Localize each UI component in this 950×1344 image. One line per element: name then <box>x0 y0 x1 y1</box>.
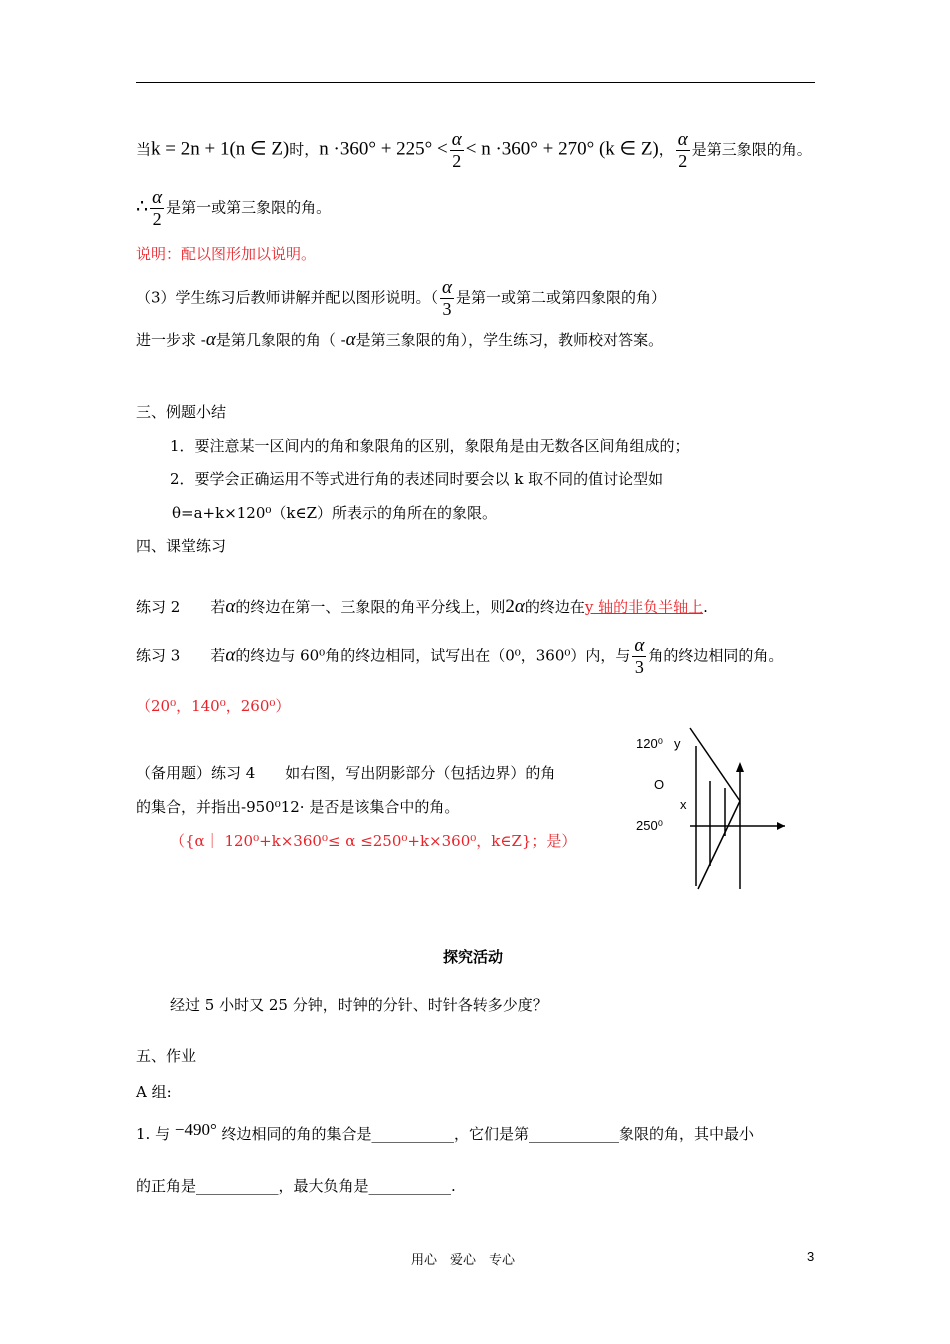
angle-value: −490° <box>174 1120 217 1139</box>
header-rule <box>136 82 815 83</box>
section-4-heading: 四、课堂练习 <box>136 537 227 555</box>
line-k-odd: 当k = 2n + 1(n ∈ Z)时，n ·360° + 225° < $\frac{\alpha}{2}$ < n ·360° + 270° (k ∈ Z)， $\frac{\alpha}{2}$ 是第三象限的角。 <box>136 129 812 171</box>
exercise-3: 练习 3 若α的终边与 60⁰角的终边相同，试写出在（0⁰，360⁰）内，与 $\frac{\alpha}{3}$ 角的终边相同的角。 <box>136 635 784 677</box>
label-250: 250⁰ <box>636 818 663 833</box>
section-3-heading: 三、例题小结 <box>136 403 227 421</box>
exercise-2-answer: y 轴的非负半轴上 <box>584 598 704 616</box>
summary-item-2: 2．要学会正确运用不等式进行角的表述同时要会以 k 取不同的值讨论型如 <box>170 470 664 488</box>
page-number: 3 <box>807 1249 815 1264</box>
fraction-alpha-2b: $\frac{\alpha}{2}$ <box>677 129 688 171</box>
angle-figure <box>630 726 800 896</box>
homework-1-line-1: 1. 与 −490° 终边相同的角的集合是___________，它们是第____________象限的角，其中最小 <box>136 1120 755 1143</box>
fraction-alpha-2c: $\frac{\alpha}{2}$ <box>152 187 163 229</box>
math-condition: k = 2n + 1(n ∈ Z) <box>151 138 290 160</box>
fraction-alpha-3: $\frac{\alpha}{3}$ <box>442 277 453 319</box>
exercise-2: 练习 2 若α的终边在第一、三象限的角平分线上，则2α的终边在y 轴的非负半轴上. <box>136 596 708 617</box>
math-lhs: n ·360° + 225° < <box>319 138 448 160</box>
activity-title: 探究活动 <box>443 949 504 966</box>
line-therefore: ∴ $\frac{\alpha}{2}$ 是第一或第三象限的角。 <box>136 187 332 229</box>
exercise-3-answer: （20⁰，140⁰，260⁰） <box>136 697 291 715</box>
group-a-label: A 组: <box>136 1083 172 1101</box>
footer-motto: 用心 爱心 专心 <box>411 1253 516 1268</box>
label-x: x <box>680 797 687 812</box>
x-axis-arrow <box>777 822 785 830</box>
terminal-ray-250 <box>698 801 740 889</box>
math-rhs: < n ·360° + 270° (k ∈ Z) <box>465 138 659 160</box>
label-120: 120⁰ <box>636 736 663 751</box>
activity-question: 经过 5 小时又 25 分钟，时钟的分针、时针各转多少度？ <box>170 996 548 1014</box>
line-alpha-3: （3）学生练习后教师讲解并配以图形说明。（ $\frac{\alpha}{3}$ 是第一或第二或第四象限的角） <box>136 277 667 319</box>
homework-1-line-2: 的正角是___________，最大负角是___________. <box>136 1177 456 1195</box>
note-line: 说明：配以图形加以说明。 <box>136 245 317 263</box>
label-o: O <box>654 777 665 792</box>
section-5-heading: 五、作业 <box>136 1047 197 1065</box>
exercise-4-line-1: （备用题）练习 4 如右图，写出阴影部分（包括边界）的角 <box>136 764 556 782</box>
line-neg-alpha: 进一步求 -α是第几象限的角（ -α是第三象限的角），学生练习，教师校对答案。 <box>136 329 664 350</box>
exercise-4-answer: （{α｜ 120⁰+k×360⁰≤ α ≤250⁰+k×360⁰，k∈Z}；是） <box>170 832 577 850</box>
fraction-alpha-2: $\frac{\alpha}{2}$ <box>451 129 462 171</box>
exercise-4-line-2: 的集合，并指出-950⁰12· 是否是该集合中的角。 <box>136 798 460 816</box>
summary-item-3: θ=a+k×120⁰（k∈Z）所表示的角所在的象限。 <box>172 504 498 522</box>
label-y: y <box>674 736 681 751</box>
terminal-ray-120 <box>690 728 740 801</box>
fraction-alpha-3b: $\frac{\alpha}{3}$ <box>634 635 645 677</box>
summary-item-1: 1．要注意某一区间内的角和象限角的区别，象限角是由无数各区间角组成的； <box>170 437 690 455</box>
y-axis-arrow <box>736 762 744 772</box>
